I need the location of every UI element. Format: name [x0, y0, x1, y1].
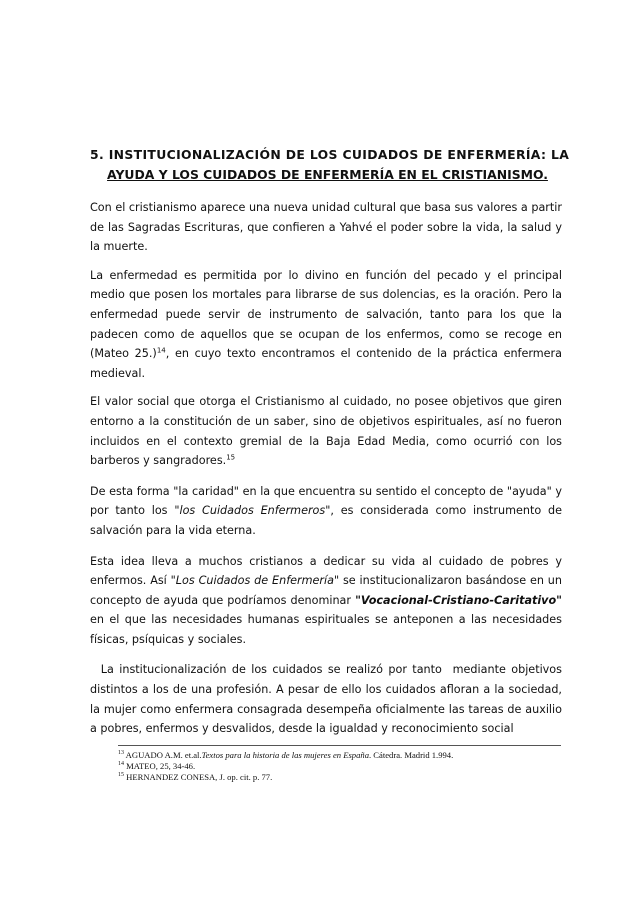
paragraph-3 — [90, 392, 562, 470]
footnote-number: 13 — [118, 750, 124, 757]
footnote-number: 15 — [118, 772, 124, 779]
footnote-ref-15: 15 — [226, 453, 236, 462]
footnote-14 — [118, 761, 561, 772]
body-text — [90, 198, 566, 748]
paragraph-5-text-c: en el que las necesidades humanas espirituales se anteponen a las necesidades físicas, psíquicas y sociales. — [90, 613, 562, 646]
paragraph-4 — [90, 482, 562, 541]
paragraph-5-italic: "Los Cuidados de Enfermería" — [170, 574, 340, 588]
footnote-ref-14: 14 — [156, 346, 166, 355]
footnote-italic-title: Textos para la historia de las mujeres en España — [201, 750, 369, 760]
paragraph-4-text-b: , es considerada como instrumento de salvación para la vida eterna. — [90, 504, 563, 537]
section-heading-line-2: AYUDA Y LOS CUIDADOS DE ENFERMERÍA EN EL CRISTIANISMO. — [107, 167, 548, 182]
paragraph-5-bold-italic: "Vocacional-Cristiano-Caritativo" — [355, 593, 562, 607]
section-heading — [90, 145, 570, 185]
paragraph-6: La institucionalización de los cuidados se realizó por tanto mediante objetivos distintos a los de una profesión. A pesar de ello los cuidados afloran a la sociedad, la mujer como enfermera consagrada desempeña oficialmente las tareas de auxilio a pobres, enfermos y desvalidos, desde la igualdad y reconocimiento social — [90, 663, 566, 736]
footnote-number: 14 — [118, 761, 124, 768]
paragraph-4-text-a: De esta forma "la caridad" en la que encuentra su sentido el concepto de "ayuda" y por tanto los — [90, 484, 562, 518]
footnote-text-end: . Cátedra. Madrid 1.994. — [369, 750, 454, 760]
footnote-text: HERNANDEZ CONESA, J. op. cit. p. 77. — [124, 772, 273, 783]
section-heading-line-1: 5. INSTITUCIONALIZACIÓN DE LOS CUIDADOS DE ENFERMERÍA: LA — [90, 147, 570, 162]
paragraph-1: Con el cristianismo aparece una nueva unidad cultural que basa sus valores a partir de las Sagradas Escrituras, que confieren a Yahvé el poder sobre la vida, la salud y la muerte. — [90, 201, 562, 254]
footnote-text: MATEO, 25, 34-46. — [124, 761, 196, 772]
paragraph-5-text-b: se institucionalizaron basándose en un concepto de ayuda que podríamos denominar — [90, 574, 562, 607]
footnote-15 — [118, 772, 561, 783]
paragraph-2-text-a: La enfermedad es permitida por lo divino en función del pecado y el principal medio que posen los mortales para librarse de sus dolencias, es la oración. Pero la enfermedad puede servir de instrumento de salvación, tanto para los que la padecen como de aquellos que se ocupan de los enfermos, como se recoge en (Mateo 25.) — [90, 268, 562, 361]
paragraph-5-text-a: Esta idea lleva a muchos cristianos a dedicar su vida al cuidado de pobres y enfermos. Así — [90, 554, 562, 588]
paragraph-2 — [90, 266, 562, 384]
paragraph-2-text-b: , en cuyo texto encontramos el contenido de la práctica enfermera medieval. — [90, 347, 563, 380]
footnotes — [118, 745, 561, 784]
paragraph-4-italic: "los Cuidados Enfermeros" — [174, 504, 331, 518]
paragraph-3-text: El valor social que otorga el Cristianismo al cuidado, no posee objetivos que giren entorno a la constitución de un saber, sino de objetivos espirituales, así no fueron incluidos en el contexto gremial de la Baja Edad Media, como ocurrió con los barberos y sangradores. — [90, 395, 562, 468]
footnote-text: AGUADO A.M. et.al. — [124, 750, 202, 760]
footnote-13 — [118, 750, 561, 761]
paragraph-5 — [90, 552, 562, 650]
